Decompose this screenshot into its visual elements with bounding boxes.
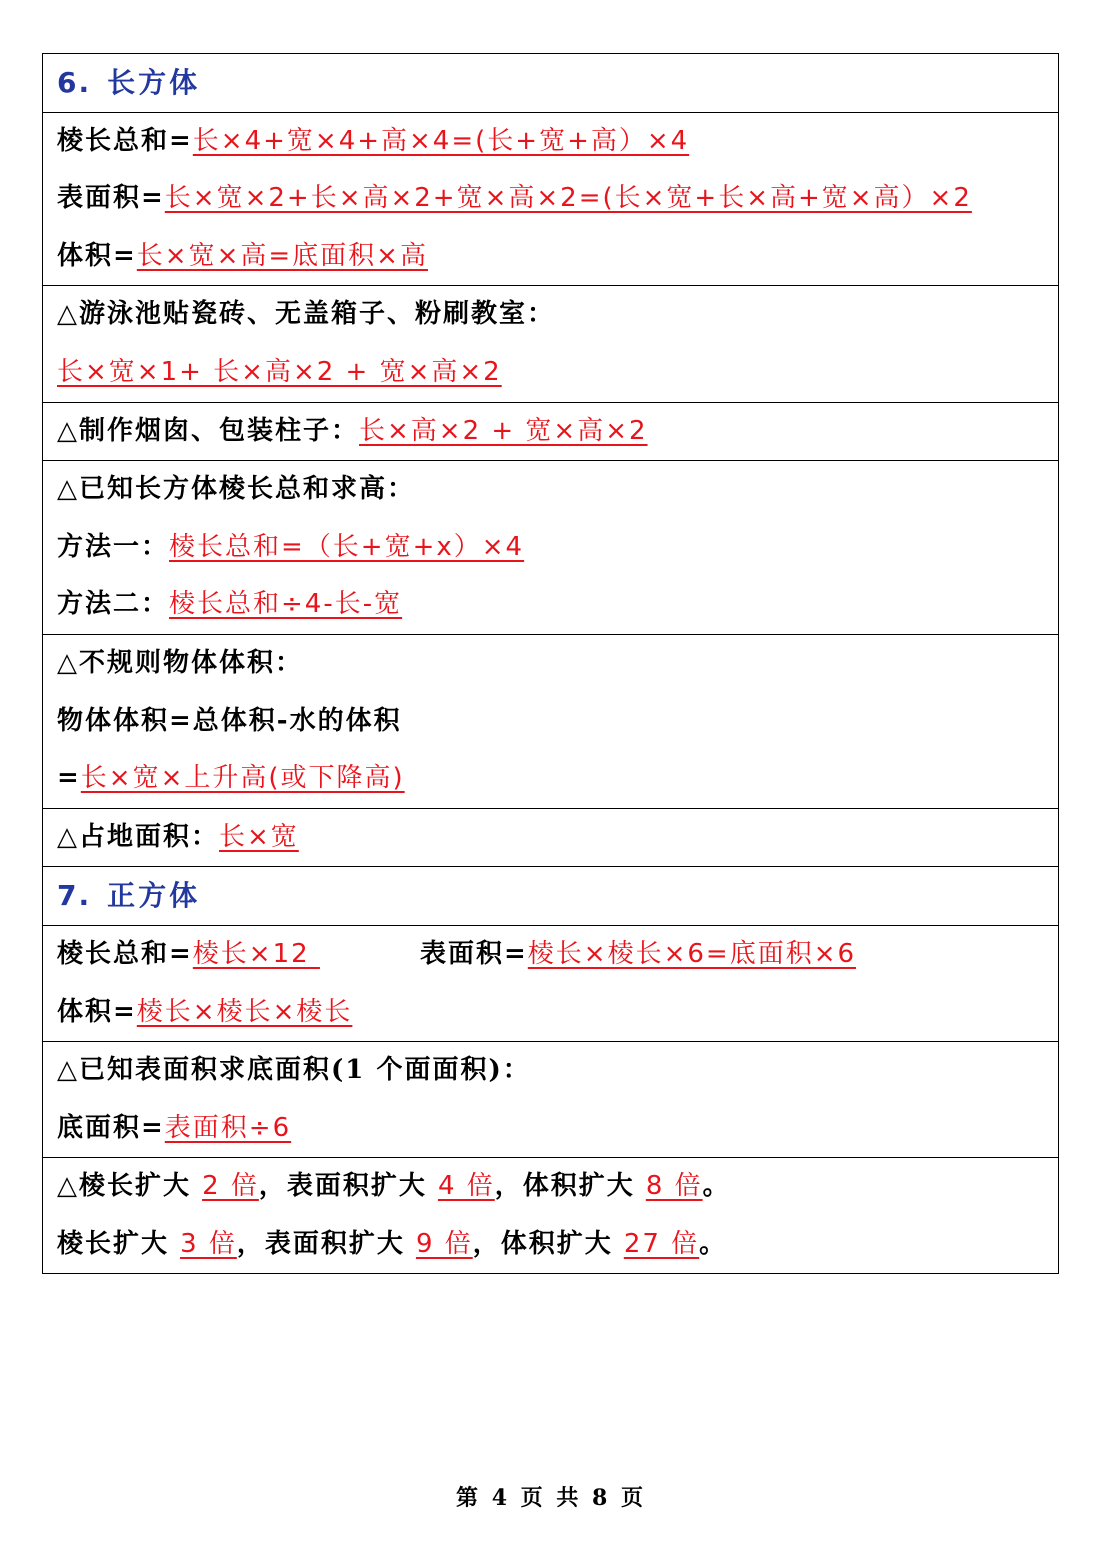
irregular-volume-relation-line [57,693,1044,751]
footprint-prompt: △占地面积： [57,821,219,852]
cuboid-heading-title: 长方体 [107,66,201,99]
scaling-mid-volume: ，体积扩大 [472,1228,624,1259]
scaling-row [43,1157,1058,1273]
irregular-volume-row [43,634,1058,808]
cube-surface-area-label: 表面积= [420,938,528,969]
scaling-mid-area: ，表面积扩大 [236,1228,416,1259]
chimney-line [57,403,1044,461]
cube-volume-answer: 棱长×棱长×棱长 [136,996,353,1027]
scaling-edge-factor: 2 倍 [202,1171,259,1202]
scaling-lead: 棱长扩大 [57,1228,181,1259]
irregular-volume-answer: 长×宽×上升高(或下降高) [80,763,405,794]
cuboid-heading-number: 6. [57,66,92,99]
method1-answer: 棱长总和=（长+宽+x）×4 [169,531,525,562]
chimney-prompt: △制作烟囱、包装柱子： [57,415,359,446]
method2-label: 方法二： [57,589,170,620]
formula-table [42,53,1059,1274]
method2-line [57,576,1044,634]
open-box-prompt: △游泳池贴瓷砖、无盖箱子、粉刷教室： [57,299,555,330]
cuboid-formulas-row [43,112,1058,286]
cuboid-edge-sum-line [57,113,1044,171]
cuboid-volume-answer: 长×宽×高=底面积×高 [136,240,428,271]
cuboid-edge-sum-answer: 长×4+宽×4+高×4=(长+宽+高）×4 [192,125,690,156]
cuboid-surface-area-line [57,170,1044,228]
method1-label: 方法一： [57,531,170,562]
chimney-answer: 长×高×2 + 宽×高×2 [359,415,648,446]
cube-edge-sum-answer: 棱长×12 [192,938,320,969]
scaling-mid-volume: ，体积扩大 [494,1171,646,1202]
footprint-row [43,808,1058,867]
irregular-volume-prefix: = [57,763,81,794]
scaling-area-factor: 4 倍 [437,1171,495,1202]
irregular-volume-formula-line [57,750,1044,808]
scaling-end: 。 [699,1228,728,1259]
cube-heading-title: 正方体 [107,879,201,913]
cube-formulas-row [43,925,1058,1041]
cube-edge-surface-line [57,926,1044,984]
page-indicator: 第 4 页 共 8 页 [456,1485,646,1511]
cuboid-volume-label: 体积= [57,240,137,271]
cube-volume-line [57,984,1044,1042]
cube-edge-sum-label: 棱长总和= [57,938,193,969]
scaling-area-factor: 9 倍 [415,1228,473,1259]
chimney-row [43,402,1058,461]
open-box-answer: 长×宽×1+ 长×高×2 + 宽×高×2 [57,356,502,387]
cube-heading [57,867,1044,925]
footprint-answer: 长×宽 [219,821,299,852]
base-from-surface-row [43,1041,1058,1157]
scaling-line [57,1216,1044,1274]
method2-answer: 棱长总和÷4-长-宽 [169,589,403,620]
cuboid-heading [57,54,1044,112]
cube-volume-label: 体积= [57,996,137,1027]
cuboid-heading-row [43,54,1058,112]
base-area-label: 底面积= [57,1112,165,1143]
irregular-volume-prompt-line [57,635,1044,693]
base-area-line [57,1100,1044,1158]
scaling-volume-factor: 27 倍 [623,1228,700,1259]
cuboid-surface-area-answer: 长×宽×2+长×高×2+宽×高×2=(长×宽+长×高+宽×高）×2 [164,183,972,214]
footprint-line [57,809,1044,867]
cube-heading-number: 7. [57,879,92,913]
cube-edge-sum [57,926,420,984]
cube-heading-row [43,866,1058,925]
method1-line [57,519,1044,577]
scaling-end: 。 [702,1171,731,1202]
cuboid-surface-area-label: 表面积= [57,183,165,214]
scaling-volume-factor: 8 倍 [645,1171,703,1202]
base-from-surface-prompt-line [57,1042,1044,1100]
height-prompt-line [57,461,1044,519]
cube-surface-area-answer: 棱长×棱长×6=底面积×6 [527,938,857,969]
irregular-volume-prompt: △不规则物体体积： [57,647,303,678]
irregular-volume-relation: 物体体积=总体积-水的体积 [57,705,402,736]
cuboid-volume-line [57,228,1044,286]
scaling-line [57,1158,1044,1216]
base-from-surface-prompt: △已知表面积求底面积(1 个面面积)： [57,1055,531,1086]
open-box-answer-line [57,344,1044,402]
scaling-lead: △棱长扩大 [57,1171,203,1202]
base-area-answer: 表面积÷6 [164,1112,292,1143]
height-prompt: △已知长方体棱长总和求高： [57,474,415,505]
height-from-edge-sum-row [43,460,1058,634]
open-box-prompt-line [57,286,1044,344]
scaling-edge-factor: 3 倍 [180,1228,237,1259]
cuboid-edge-sum-label: 棱长总和= [57,125,193,156]
open-box-row [43,285,1058,401]
scaling-mid-area: ，表面积扩大 [258,1171,438,1202]
